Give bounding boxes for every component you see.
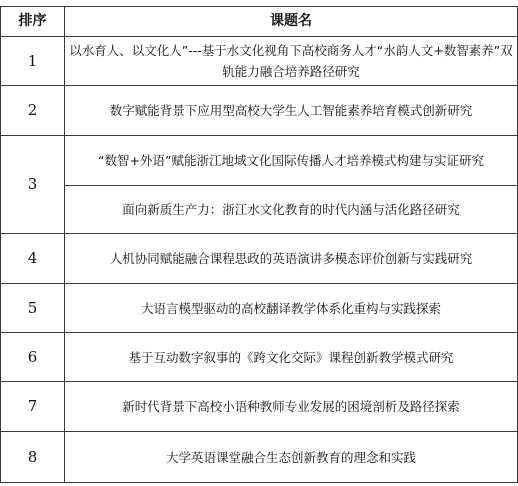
- rank-cell: 3: [1, 136, 65, 234]
- header-title: 课题名: [65, 7, 518, 37]
- table-row: [1, 382, 518, 432]
- title-cell: 新时代背景下高校小语种教师专业发展的困境剖析及路径探索: [65, 382, 518, 432]
- rank-cell: 8: [1, 432, 65, 483]
- title-cell: 以水育人、以文化人”---基于水文化视角下高校商务人才“水韵人文+数智素养”双轨能力融合培养路径研究: [65, 37, 518, 86]
- title-cell: 面向新质生产力：浙江水文化教育的时代内涵与活化路径研究: [65, 186, 518, 234]
- table-row: [1, 186, 518, 234]
- table-row: [1, 333, 518, 382]
- table-row: [1, 284, 518, 333]
- table-row: [1, 432, 518, 483]
- project-list-table: [0, 6, 518, 483]
- table-header-row: [1, 7, 518, 37]
- header-rank: 排序: [1, 7, 65, 37]
- table-row: [1, 37, 518, 86]
- title-cell: “数智+外语”赋能浙江地域文化国际传播人才培养模式构建与实证研究: [65, 136, 518, 186]
- rank-cell: 6: [1, 333, 65, 382]
- rank-cell: 7: [1, 382, 65, 432]
- rank-cell: 4: [1, 234, 65, 284]
- table-row: [1, 86, 518, 136]
- table-row: [1, 136, 518, 186]
- title-cell: 人机协同赋能融合课程思政的英语演讲多模态评价创新与实践研究: [65, 234, 518, 284]
- title-cell: 基于互动数字叙事的《跨文化交际》课程创新教学模式研究: [65, 333, 518, 382]
- rank-cell: 2: [1, 86, 65, 136]
- title-cell: 数字赋能背景下应用型高校大学生人工智能素养培育模式创新研究: [65, 86, 518, 136]
- table-row: [1, 234, 518, 284]
- title-cell: 大学英语课堂融合生态创新教育的理念和实践: [65, 432, 518, 483]
- rank-cell: 5: [1, 284, 65, 333]
- title-cell: 大语言模型驱动的高校翻译教学体系化重构与实践探索: [65, 284, 518, 333]
- rank-cell: 1: [1, 37, 65, 86]
